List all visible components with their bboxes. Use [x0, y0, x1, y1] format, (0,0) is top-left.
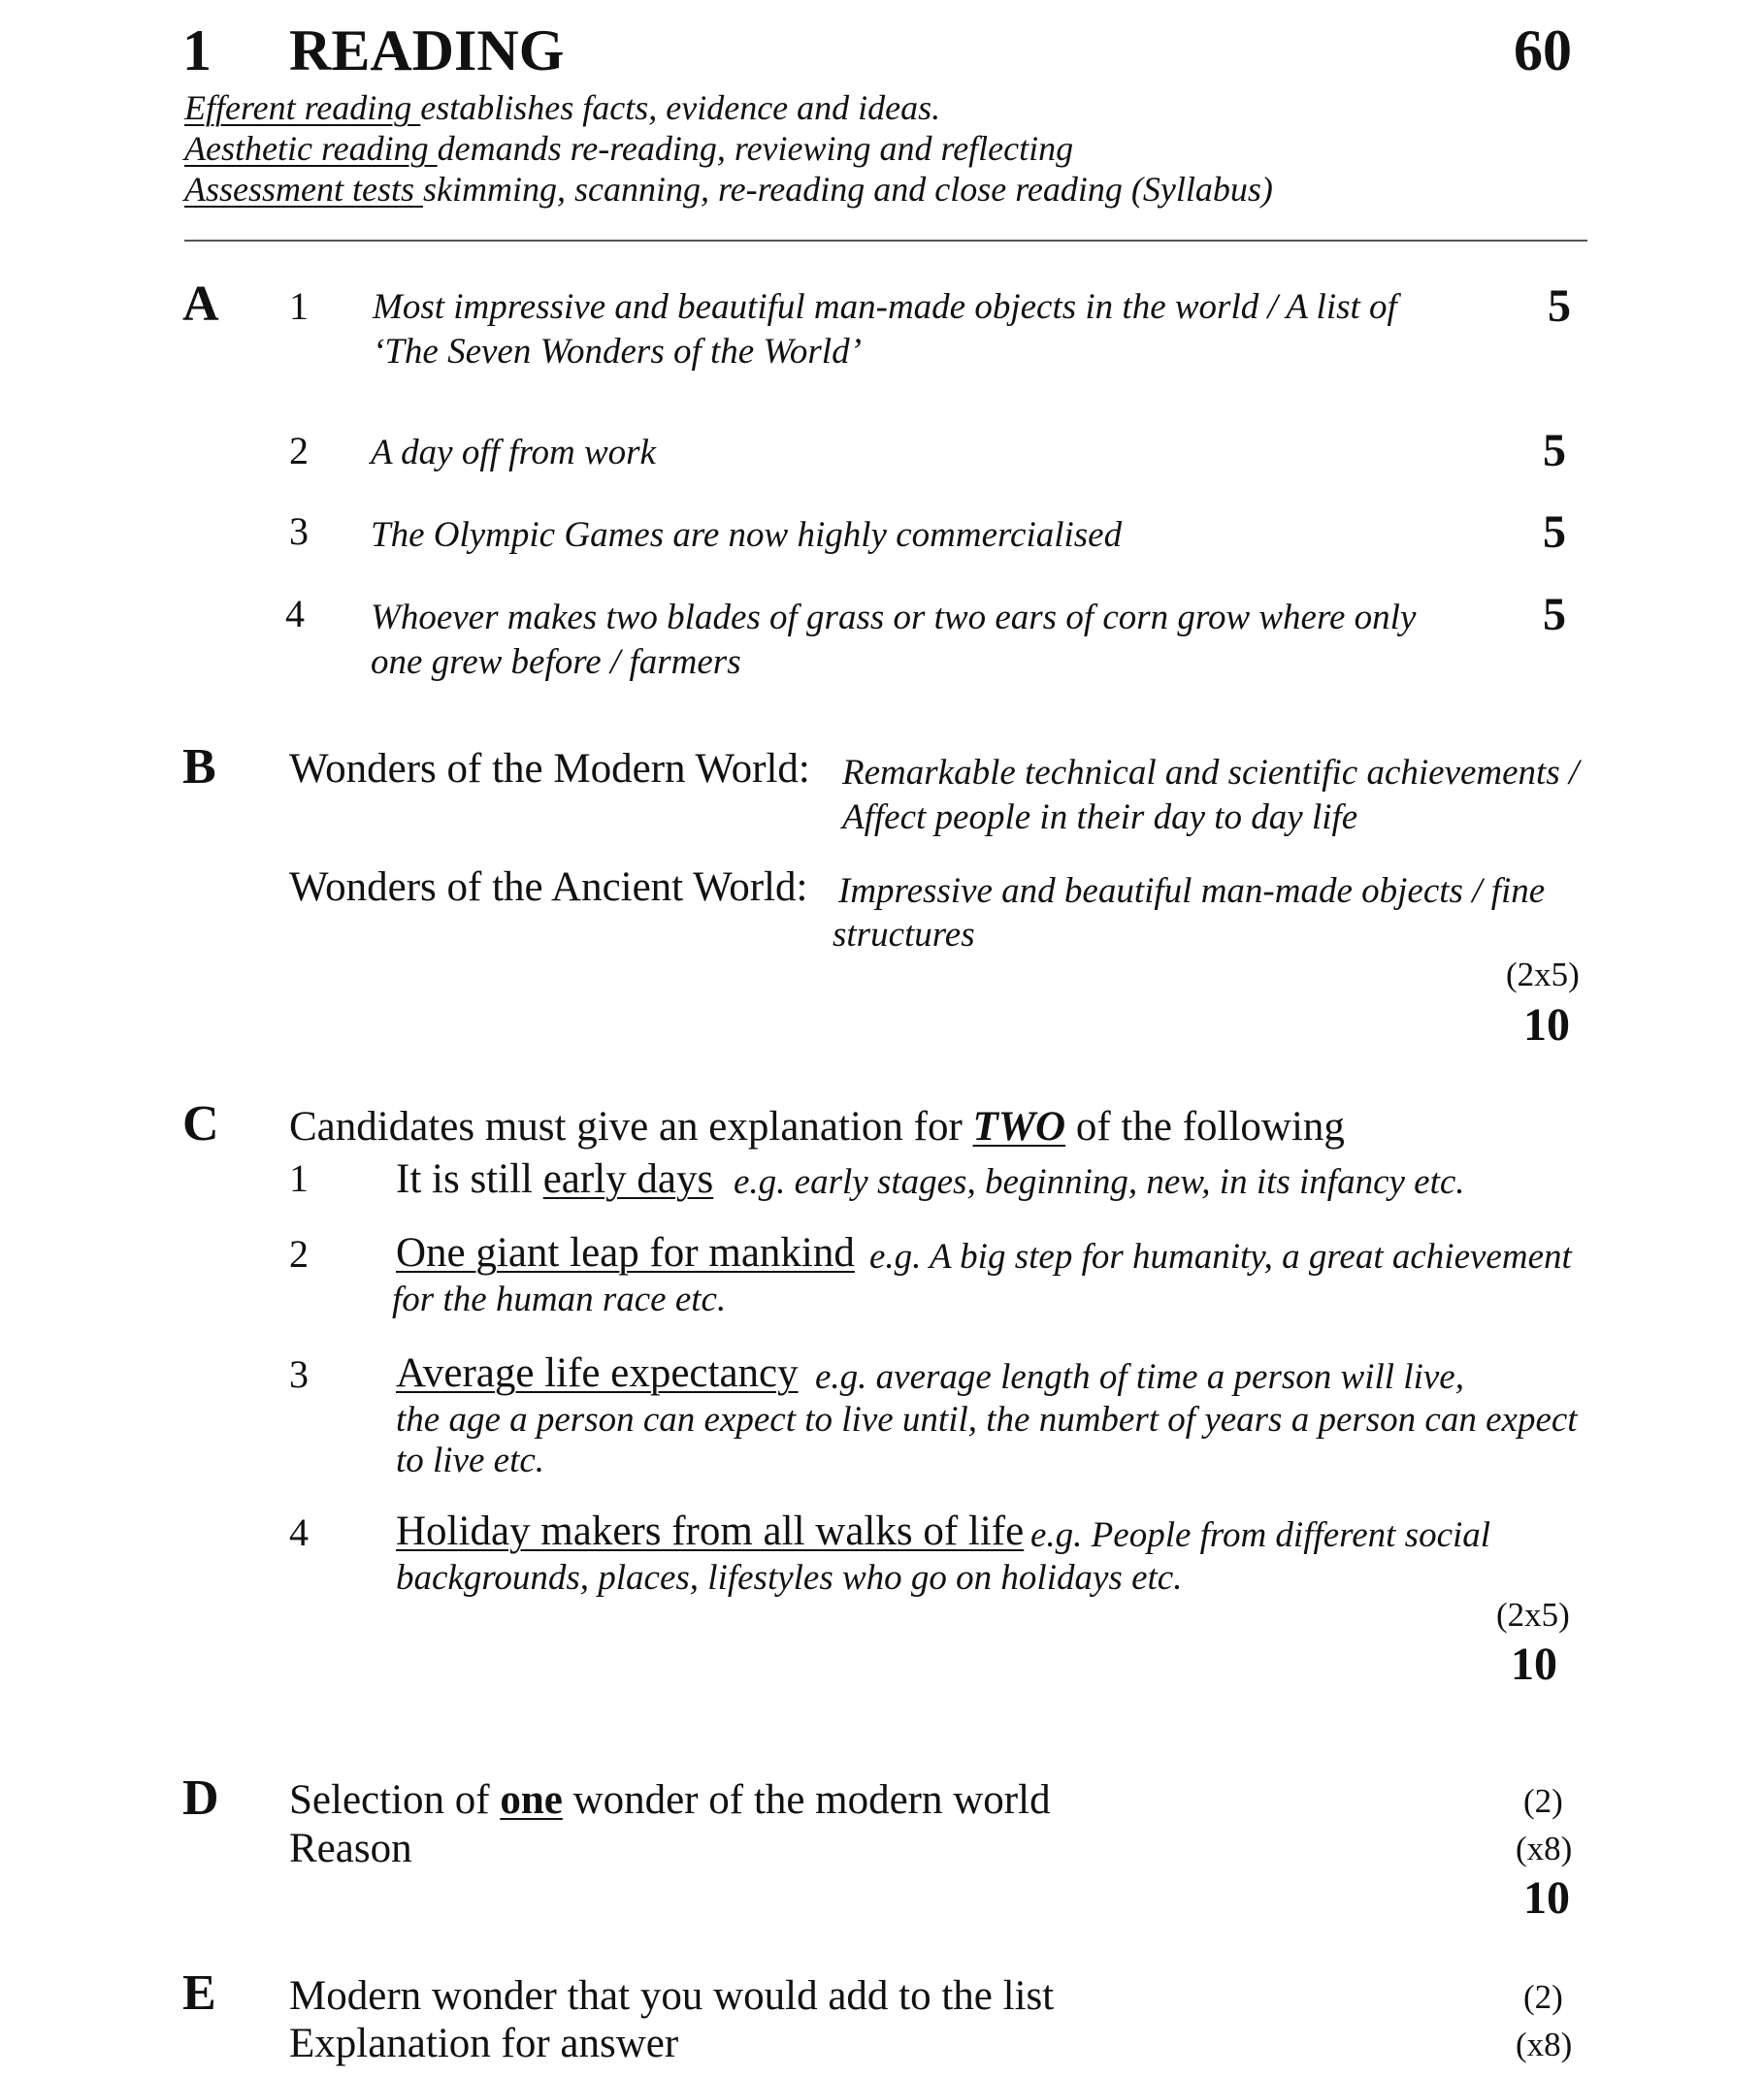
example: e.g. People from different social: [1030, 1515, 1491, 1555]
item-number: 1: [289, 1156, 309, 1200]
example: e.g. early stages, beginning, new, in its infancy etc.: [734, 1162, 1465, 1202]
section-b-letter: B: [182, 739, 216, 795]
question-number: 1: [182, 18, 212, 82]
line-marks: (2): [1523, 1978, 1563, 2016]
marks-breakdown: (2x5): [1506, 956, 1580, 993]
item-marks: 5: [1543, 506, 1566, 558]
answer-line: Whoever makes two blades of grass or two ears of corn grow where only: [371, 598, 1417, 637]
answer-line: Remarkable technical and scientific achievements /: [842, 753, 1580, 793]
answer-line: one grew before / farmers: [371, 642, 741, 682]
phrase: Average life expectancy: [396, 1350, 799, 1396]
section-d-line-1: Selection of one wonder of the modern world: [289, 1777, 1051, 1823]
item-marks: 5: [1543, 589, 1566, 640]
divider: [184, 240, 1587, 242]
section-c-letter: C: [182, 1096, 219, 1152]
section-total: 10: [1523, 1872, 1570, 1924]
section-a-letter: A: [182, 276, 219, 332]
phrase: Holiday makers from all walks of life: [396, 1509, 1025, 1554]
intro-line-assessment: Assessment tests skimming, scanning, re-reading and close reading (Syllabus): [184, 170, 1273, 209]
example-continued: to live etc.: [396, 1441, 545, 1480]
example-continued: for the human race etc.: [392, 1280, 727, 1319]
answer-line: structures: [833, 915, 975, 955]
answer-line: Affect people in their day to day life: [842, 797, 1358, 837]
section-d-letter: D: [182, 1770, 219, 1826]
item-number: 4: [285, 592, 305, 635]
phrase: It is still early days: [396, 1156, 714, 1202]
total-marks: 60: [1514, 18, 1572, 82]
example-continued: the age a person can expect to live until, the numbert of years a person can expect: [396, 1400, 1578, 1440]
answer-line: The Olympic Games are now highly commercialised: [371, 515, 1123, 555]
category-label: Wonders of the Modern World:: [289, 746, 810, 792]
section-e-line-1: Modern wonder that you would add to the list: [289, 1973, 1055, 2019]
section-e-letter: E: [182, 1965, 216, 2021]
section-total: 10: [1511, 1639, 1557, 1690]
phrase: One giant leap for mankind: [396, 1230, 855, 1276]
answer-line: ‘The Seven Wonders of the World’: [373, 332, 862, 372]
category-label: Wonders of the Ancient World:: [289, 864, 808, 910]
item-number: 2: [289, 429, 309, 472]
marks-breakdown: (2x5): [1496, 1596, 1570, 1634]
item-marks: 5: [1543, 425, 1566, 476]
example-continued: backgrounds, places, lifestyles who go on holidays etc.: [396, 1558, 1183, 1598]
item-number: 2: [289, 1232, 309, 1276]
item-number: 3: [289, 509, 309, 553]
page-title: READING: [289, 18, 565, 82]
section-total: 10: [1523, 999, 1570, 1051]
example: e.g. A big step for humanity, a great achievement: [869, 1237, 1572, 1277]
answer-line: A day off from work: [371, 433, 656, 472]
line-marks: (2): [1523, 1782, 1563, 1820]
item-number: 3: [289, 1352, 309, 1396]
intro-line-efferent: Efferent reading establishes facts, evidence and ideas.: [184, 88, 941, 127]
section-e-line-2: Explanation for answer: [289, 2021, 679, 2066]
answer-line: Impressive and beautiful man-made objects / fine: [838, 871, 1546, 911]
line-marks: (x8): [1516, 1830, 1573, 1867]
item-marks: 5: [1548, 280, 1571, 332]
example: e.g. average length of time a person will live,: [815, 1357, 1464, 1397]
section-d-line-2: Reason: [289, 1826, 412, 1871]
item-number: 1: [289, 284, 309, 328]
item-number: 4: [289, 1510, 309, 1554]
line-marks: (x8): [1516, 2026, 1573, 2063]
answer-line: Most impressive and beautiful man-made objects in the world / A list of: [373, 287, 1397, 327]
section-c-stem: Candidates must give an explanation for TWO of the following: [289, 1104, 1345, 1150]
intro-line-aesthetic: Aesthetic reading demands re-reading, reviewing and reflecting: [184, 129, 1074, 168]
